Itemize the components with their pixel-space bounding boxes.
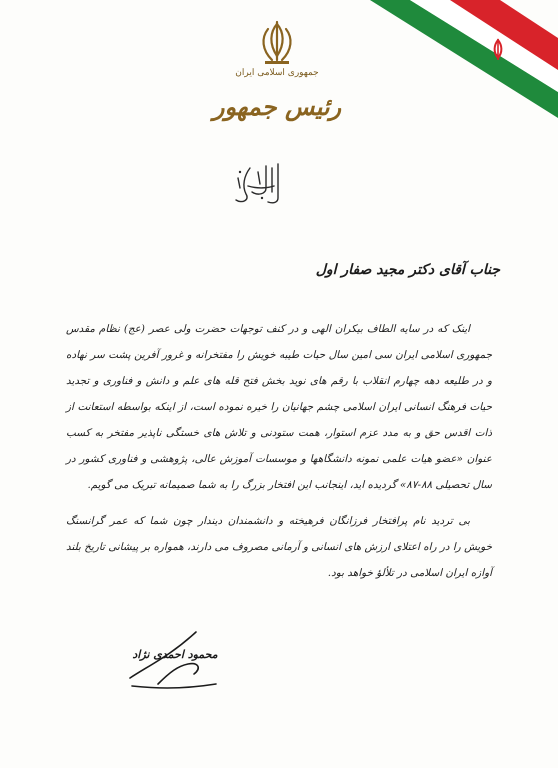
flag-emblem-icon — [484, 36, 512, 64]
basmala-calligraphy — [228, 158, 288, 208]
iran-emblem-icon — [257, 20, 297, 66]
salutation: جناب آقای دکتر مجید صفار اول — [315, 262, 500, 278]
country-name: جمهوری اسلامی ایران — [235, 68, 319, 78]
office-title: رئیس جمهور — [212, 92, 342, 121]
letter-paragraph-1: اینک که در سایه الطاف بیکران الهی و در کنف توجهات حضرت ولی عصر (عج) نظام مقدس جمهوری اسلامی ایران سی امین سال حیات طیبه خویش را مفتخرانه و غرور آفرین پشت سر نهاده و در طلیعه دهه چهارم انقلاب با رقم های نوید بخش فتح قله های علم و دانش و فناوری و تجدید حیات فرهنگ انسانی ایران اسلامی چشم جهانیان را خیره نموده است، از اینکه بواسطه استعانت از ذات اقدس حق و به مدد عزم استوار، همت ستودنی و تلاش های خستگی ناپذیر مفتخر به کسب عنوان «عضو هیات علمی نمونه دانشگاهها و موسسات آموزش عالی، پژوهشی و فناوری کشور در سال تحصیلی ۸۸-۸۷» گردیده اید، اینجانب این افتخار بزرگ را به شما صمیمانه تبریک می گویم. — [66, 323, 492, 491]
handwritten-signature — [118, 626, 228, 696]
signer-name: محمود احمدی نژاد — [132, 648, 218, 661]
letter-paragraph-2: بی تردید نام پرافتخار فرزانگان فرهیخته و دانشمندان دیندار چون شما که عمر گرانسنگ خویش را در راه اعتلای ارزش های انسانی و آرمانی مصروف می دارند، همواره بر پیشانی تاریخ بلند آوازه ایران اسلامی در تلألؤ خواهد بود. — [66, 515, 492, 579]
letter-body — [66, 316, 492, 586]
